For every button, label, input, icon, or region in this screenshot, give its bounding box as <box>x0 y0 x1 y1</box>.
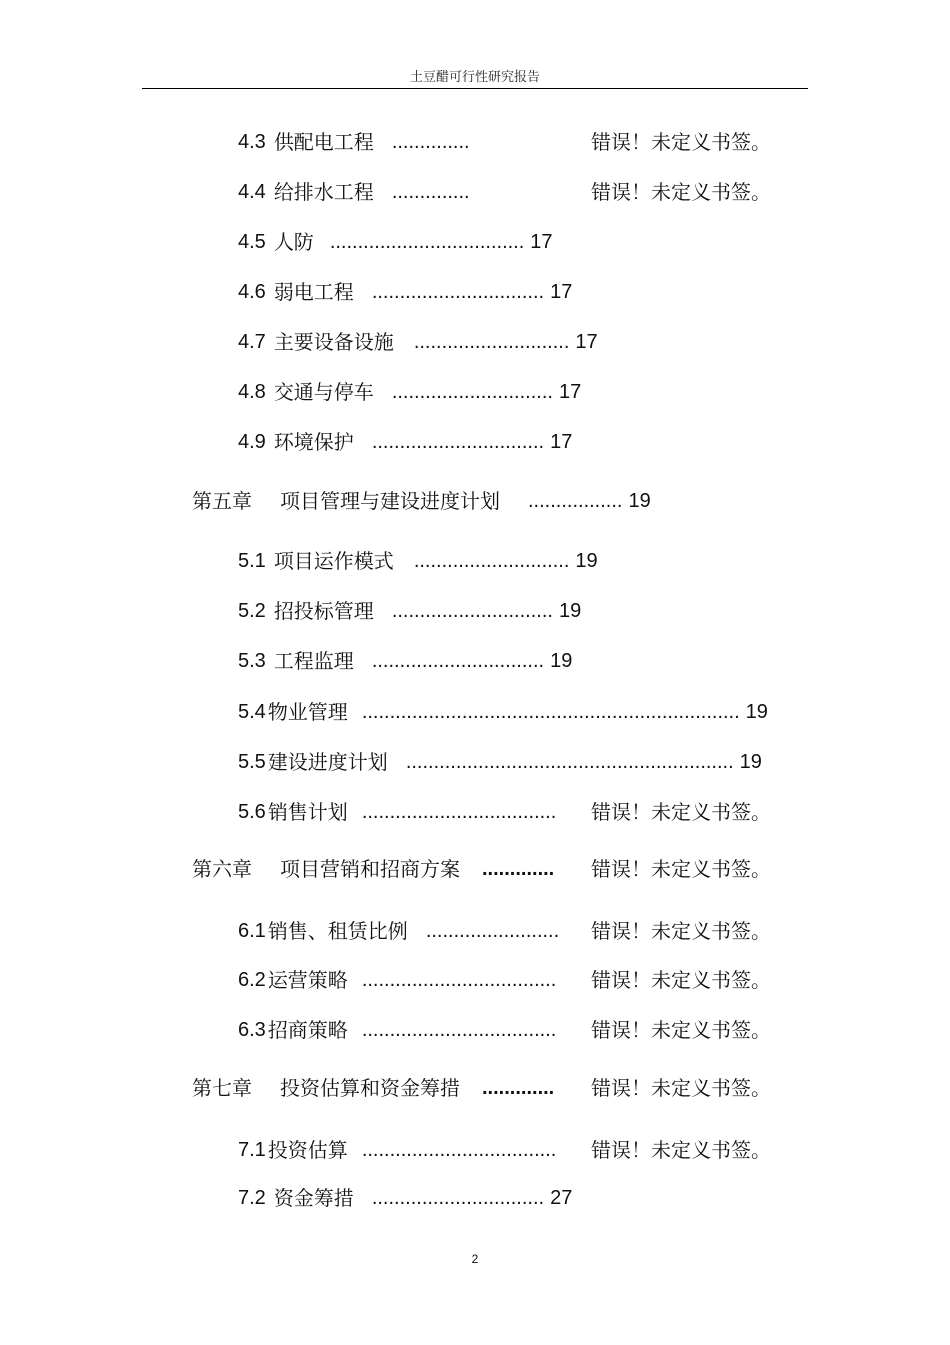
toc-page-number: 17 <box>550 431 573 453</box>
header-rule <box>142 88 808 89</box>
toc-title: 建设进度计划 <box>267 750 388 774</box>
running-header: 土豆醋可行性研究报告 <box>409 70 540 85</box>
toc-title: 主要设备设施 <box>273 330 394 354</box>
toc-error: 错误！未定义书签。 <box>591 968 771 992</box>
toc-page-number: 19 <box>739 751 762 773</box>
toc-entry-5-2[interactable] <box>238 595 581 627</box>
toc-leader: ............................ <box>413 550 570 572</box>
toc-entry-7-2[interactable] <box>238 1182 572 1214</box>
toc-chapter-6[interactable] <box>192 853 771 885</box>
toc-page-number: 17 <box>550 281 573 303</box>
toc-number: 5.3 <box>238 650 266 672</box>
toc-leader: ................................... <box>361 1019 557 1041</box>
toc-title: 人防 <box>273 230 314 254</box>
toc-leader: ............................. <box>391 381 553 403</box>
toc-chapter-5[interactable] <box>192 485 651 517</box>
toc-number: 5.1 <box>238 550 266 572</box>
toc-entry-5-3[interactable] <box>238 645 572 677</box>
toc-page-number: 19 <box>745 701 768 723</box>
toc-page-number: 17 <box>575 331 598 353</box>
toc-leader: ................................... <box>361 1139 557 1161</box>
toc-leader: ................................... <box>329 231 525 253</box>
toc-error: 错误！未定义书签。 <box>591 800 771 824</box>
toc-number: 5.5 <box>238 751 266 773</box>
toc-leader: ................. <box>528 490 623 512</box>
toc-entry-4-7[interactable] <box>238 326 598 358</box>
toc-number: 4.7 <box>238 331 266 353</box>
toc-title: 弱电工程 <box>273 280 354 304</box>
toc-error: 错误！未定义书签。 <box>591 180 771 204</box>
toc-title: 供配电工程 <box>273 130 374 154</box>
toc-leader: .............. <box>391 131 470 153</box>
toc-number: 5.4 <box>238 701 266 723</box>
toc-leader: ................................... <box>361 801 557 823</box>
toc-title: 资金筹措 <box>273 1186 354 1210</box>
toc-error: 错误！未定义书签。 <box>591 1076 771 1100</box>
toc-number: 7.2 <box>238 1187 266 1209</box>
toc-leader: ............................. <box>391 600 553 622</box>
toc-title: 运营策略 <box>267 968 348 992</box>
toc-leader: .................................................................... <box>361 701 740 723</box>
toc-title: 招商策略 <box>267 1018 348 1042</box>
toc-number: 4.8 <box>238 381 266 403</box>
toc-leader: .............. <box>391 181 470 203</box>
toc-leader: ............................... <box>371 650 545 672</box>
toc-page-number: 19 <box>558 600 582 622</box>
toc-title: 环境保护 <box>273 430 354 454</box>
toc-chapter-label: 第六章 <box>192 857 252 881</box>
toc-page-number: 19 <box>575 550 598 572</box>
toc-page-number: 19 <box>550 650 573 672</box>
toc-page-number: 19 <box>628 490 651 512</box>
toc-page-number: 27 <box>550 1187 573 1209</box>
toc-title: 投资估算和资金筹措 <box>280 1076 460 1100</box>
toc-leader: ............................... <box>371 281 545 303</box>
toc-error: 错误！未定义书签。 <box>591 1018 771 1042</box>
toc-number: 7.1 <box>238 1139 266 1161</box>
toc-entry-6-1[interactable] <box>238 915 771 947</box>
toc-number: 5.2 <box>238 600 266 622</box>
toc-leader: ........................................................... <box>405 751 734 773</box>
toc-title: 项目管理与建设进度计划 <box>280 489 500 513</box>
toc-leader: ............................... <box>371 1187 545 1209</box>
toc-entry-5-6[interactable] <box>238 796 771 828</box>
toc-number: 4.4 <box>238 181 266 203</box>
toc-entry-6-2[interactable] <box>238 964 771 996</box>
toc-entry-4-4[interactable] <box>238 176 771 208</box>
toc-title: 工程监理 <box>273 649 354 673</box>
toc-title: 销售、租赁比例 <box>267 919 408 943</box>
toc-error: 错误！未定义书签。 <box>591 130 771 154</box>
toc-number: 4.6 <box>238 281 266 303</box>
toc-leader: ................................... <box>361 969 557 991</box>
page-number: 2 <box>471 1252 479 1266</box>
toc-entry-4-9[interactable] <box>238 426 572 458</box>
toc-entry-6-3[interactable] <box>238 1014 771 1046</box>
toc-number: 4.9 <box>238 431 266 453</box>
toc-entry-5-1[interactable] <box>238 545 598 577</box>
toc-number: 6.3 <box>238 1019 266 1041</box>
toc-leader: ............................... <box>371 431 545 453</box>
toc-number: 6.2 <box>238 969 266 991</box>
toc-chapter-label: 第五章 <box>192 489 252 513</box>
toc-page-number: 17 <box>558 381 582 403</box>
toc-page-number: 17 <box>530 231 553 253</box>
toc-chapter-7[interactable] <box>192 1072 771 1104</box>
toc-error: 错误！未定义书签。 <box>591 919 771 943</box>
toc-title: 物业管理 <box>267 700 348 724</box>
toc-title: 给排水工程 <box>273 180 374 204</box>
toc-error: 错误！未定义书签。 <box>591 857 771 881</box>
toc-error: 错误！未定义书签。 <box>591 1138 771 1162</box>
toc-chapter-label: 第七章 <box>192 1076 252 1100</box>
toc-entry-5-5[interactable] <box>238 746 762 778</box>
toc-entry-5-4[interactable] <box>238 696 768 728</box>
toc-leader: ............. <box>482 1077 555 1099</box>
toc-number: 5.6 <box>238 801 266 823</box>
toc-entry-4-3[interactable] <box>238 126 771 158</box>
toc-title: 招投标管理 <box>273 599 374 623</box>
toc-title: 交通与停车 <box>273 380 374 404</box>
toc-entry-4-5[interactable] <box>238 226 553 258</box>
toc-entry-4-8[interactable] <box>238 376 581 408</box>
toc-title: 销售计划 <box>267 800 348 824</box>
toc-title: 项目运作模式 <box>273 549 394 573</box>
toc-leader: ........................ <box>425 920 560 942</box>
toc-leader: ............................ <box>413 331 570 353</box>
toc-number: 6.1 <box>238 920 266 942</box>
toc-entry-7-1[interactable] <box>238 1134 771 1166</box>
toc-title: 项目营销和招商方案 <box>280 857 460 881</box>
toc-title: 投资估算 <box>267 1138 348 1162</box>
toc-leader: ............. <box>482 858 555 880</box>
toc-number: 4.5 <box>238 231 266 253</box>
toc-entry-4-6[interactable] <box>238 276 572 308</box>
toc-number: 4.3 <box>238 131 266 153</box>
